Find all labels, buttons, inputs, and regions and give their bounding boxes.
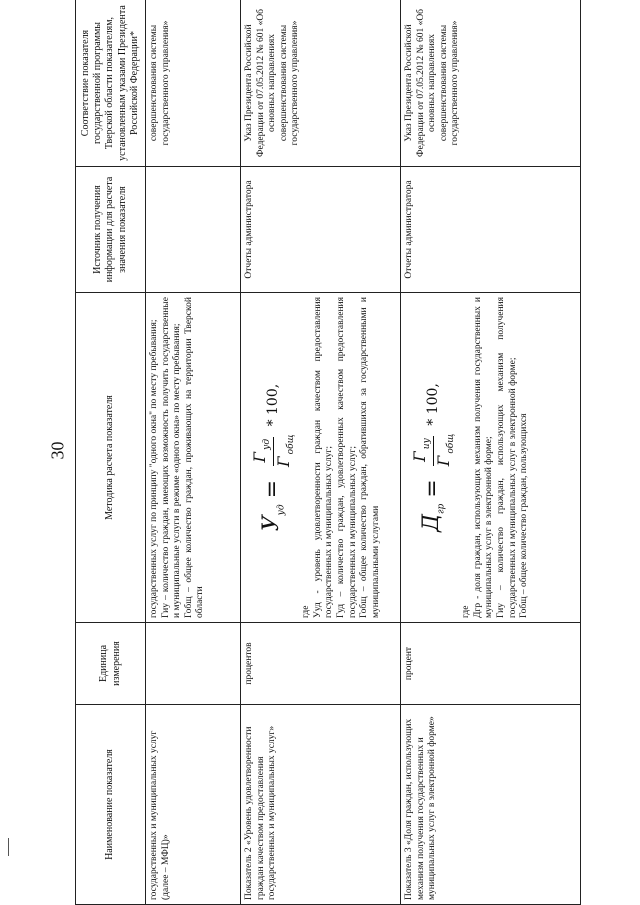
row3-method-line: где xyxy=(461,605,472,618)
row3-method-line: Гиу – количество граждан, использующих механизм получения государственных и муниципальных услуг в электронной форме; xyxy=(496,297,518,618)
indicator-table-rotated xyxy=(75,0,580,905)
row1-method-line: Гиу – количество граждан, имеющих возможность получить государственные и муниципальные услуги в режиме «одного окна» по месту пребывания; xyxy=(160,297,183,618)
row2-method xyxy=(241,293,401,623)
table-row xyxy=(401,0,581,905)
header-compliance: Соответствие показателя государственной программы Тверской области показателям, установленным указами Президента Российской Федерации* xyxy=(76,0,146,167)
row1-method-line: государственных услуг по принципу "одного окна" по месту пребывания; xyxy=(149,319,159,618)
row3-method-line: Гобщ – общее количество граждан, пользующихся xyxy=(519,413,530,618)
row2-method-line: Ууд - уровень удовлетворенности граждан качеством предоставления государственных и муниципальных услуг; xyxy=(312,297,335,618)
row2-method-line: где xyxy=(301,605,312,618)
header-method: Методика расчета показателя xyxy=(76,293,146,623)
row3-compliance: Указ Президента Российской Федерации от 07.05.2012 № 601 «Об основных направлениях совершенствования системы государственного управления» xyxy=(401,0,581,167)
row3-name: Показатель 3 «Доля граждан, использующих механизм получения государственных и муниципальных услуг в электронной форме» xyxy=(401,705,581,905)
formula-fraction: $Г_{уд}$ $Г_{общ}$ xyxy=(250,434,297,467)
row2-unit: процентов xyxy=(241,623,401,705)
row3-method-line: Дгр - доля граждан, использующих механизм получения государственных и муниципальных услуг в электронной форме; xyxy=(472,297,495,618)
header-source: Источник получения информации для расчета значения показателя xyxy=(76,167,146,293)
row1-method xyxy=(146,293,241,623)
scan-edge-mark xyxy=(8,838,9,856)
row3-source: Отчеты администратора xyxy=(401,167,581,293)
row1-method-line: Гобщ – общее количество граждан, проживающих на территории Тверской области xyxy=(183,297,206,618)
row3-method xyxy=(401,293,581,623)
header-indicator-name: Наименование показателя xyxy=(76,705,146,905)
row1-source xyxy=(146,167,241,293)
formula-lhs: $У_{уд}$ xyxy=(259,504,287,532)
row1-name: государственных и муниципальных услуг (далее – МФЦ)» xyxy=(146,705,241,905)
formula-fraction: $Г_{иу}$ $Г_{общ}$ xyxy=(410,433,457,467)
row1-compliance: совершенствования системы государственного управления» xyxy=(146,0,241,167)
header-unit: Единица измерения xyxy=(76,623,146,705)
row2-source: Отчеты администратора xyxy=(241,167,401,293)
row2-compliance: Указ Президента Российской Федерации от 07.05.2012 № 601 «Об основных направлениях совершенствования системы государственного управления» xyxy=(241,0,401,167)
row2-method-line: Гуд – количество граждан, удовлетворенных качеством предоставления государственных и муниципальных услуг; xyxy=(336,297,358,618)
indicator-table xyxy=(75,0,581,905)
row3-formula: $Д_{гр}$ = $Г_{иу}$ $Г_{общ}$ * 100, xyxy=(410,383,457,532)
formula-lhs: $Д_{гр}$ xyxy=(419,503,447,532)
row3-unit: процент xyxy=(401,623,581,705)
row2-formula: $У_{уд}$ = $Г_{уд}$ $Г_{общ}$ * 100, xyxy=(250,383,297,532)
row1-unit xyxy=(146,623,241,705)
row2-name: Показатель 2 «Уровень удовлетворенности граждан качеством предоставления государственных и муниципальных услуг» xyxy=(241,705,401,905)
table-row xyxy=(146,0,241,905)
row2-method-line: Гобщ – общее количество граждан, обратившихся за государственными и муниципальными услугами xyxy=(359,297,381,618)
page-number: 30 xyxy=(47,441,68,460)
table-row xyxy=(241,0,401,905)
table-header-row xyxy=(76,0,146,905)
